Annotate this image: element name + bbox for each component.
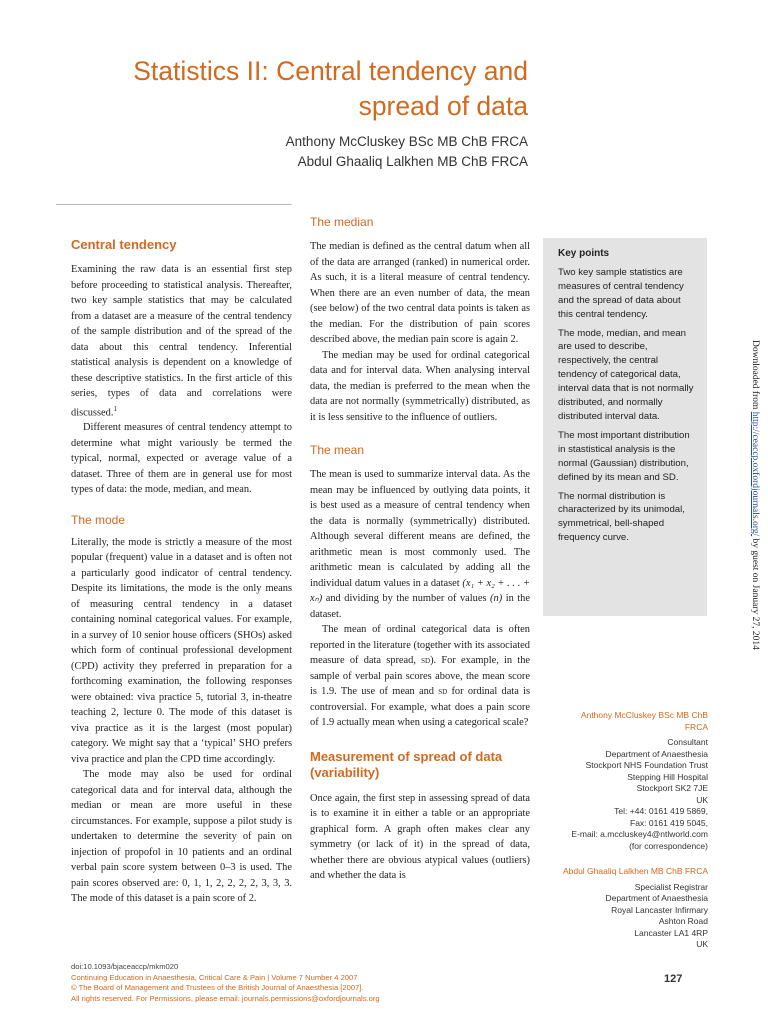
abbr-sd: sd (421, 655, 431, 666)
abbr-sd: sd (438, 686, 448, 697)
paragraph-mean-2: The mean of ordinal categorical data is often reported in the literature (together with its associated measure of data spread, sd). For example, in the sample of verbal pain scores above, the mean score is 1.9. The use of mean and sd for ordinal data is controversial. For example, what does a pain score of 1.9 actually mean when using a categorical scale? (310, 624, 530, 728)
column-middle (310, 214, 530, 884)
divider-rule (56, 204, 292, 205)
key-points-title: Key points (558, 248, 610, 259)
page-footer (71, 962, 491, 1004)
article-title (8, 54, 528, 124)
column-left (71, 237, 292, 907)
heading-mode: The mode (71, 512, 126, 527)
formula-n: (n) (490, 593, 503, 604)
author-list (8, 132, 528, 172)
footer-journal: Continuing Education in Anaesthesia, Critical Care & Pain | Volume 7 Number 4 2007 (71, 972, 358, 982)
key-point-1: Two key sample statistics are measures of central tendency and the spread of data about this central tendency. (558, 266, 684, 320)
affiliation-1 (545, 710, 708, 852)
paragraph-median-2: The median may be used for ordinal categorical data and for interval data. When analysing interval data, the median is preferred to the mean when the data are not normally (symmetrically) distributed, as it is less sensitive to the influence of outliers. (310, 349, 530, 423)
paragraph-median-1: The median is defined as the central datum when all of the data are arranged (ranked) in numerical order. As such, it is a literal measure of central tendency. When there are an even number of data, the mean (see below) of the two central data points is taken as the median. For the distribution of pain scores described above, the median pain score is again 2. (310, 241, 530, 345)
key-point-3: The most important distribution in stastistical analysis is the normal (Gaussian) distribution, defined by its mean and SD. (558, 429, 690, 483)
author-1: Anthony McCluskey BSc MB ChB FRCA (285, 134, 528, 149)
paragraph-mode-1: Literally, the mode is strictly a measure of the most popular (frequent) value in a dataset and is often not a particularly good indicator of central tendency. Despite its limitations, the mode is the only means of measuring central tendency in a dataset containing nominal categorical values. For example, in a survey of 10 senior house officers (SHOs) asked which form of continual professional development (CPD) activity they preferred in preparation for a forthcoming examination, the following responses were obtained: viva practice 5, tutorial 3, in-theatre teaching 2, lecture 0. The mode of this dataset is viva practice as it is the largest (most popular) category. We might say that a ‘typical’ SHO prefers viva practice and plan the CPD time accordingly. (71, 536, 292, 765)
heading-central-tendency: Central tendency (71, 237, 177, 252)
key-point-4: The normal distribution is characterized by its unimodal, symmetrical, bell-shaped frequency curve. (558, 490, 685, 544)
formula-sum: (x₁ + x₂ + . . . + xₙ) (310, 577, 531, 604)
affiliation-details: Consultant Department of Anaesthesia Stockport NHS Foundation Trust Stepping Hill Hospital Stockport SK2 7JE UK Tel: +44: 0161 419 5869, Fax: 0161 419 5045, E-mail: a.mccluskey4@ntlworld.com (for correspondence) (545, 737, 708, 852)
download-notice: Downloaded from http://ceaccp.oxfordjournals.org/ by guest on January 27, 2014 (750, 340, 760, 650)
footer-rights: All rights reserved. For Permissions, please email: journals.permissions@oxfordjournals.org (71, 993, 380, 1003)
key-points-box (543, 238, 707, 616)
key-point-2: The mode, median, and mean are used to describe, respectively, the central tendency of categorical data, interval data that is not normally distributed, and normally distributed interval data. (558, 327, 694, 422)
footer-copyright: © The Board of Management and Trustees of the British Journal of Anaesthesia [2007]. (71, 983, 364, 993)
paragraph-spread: Once again, the first step in assessing spread of data is to examine it in either a table or an appropriate graphical form. A graph often makes clear any symmetry (or lack of it) in the spread of data, whether there are obvious atypical values (outliers) and whether the data is (310, 792, 530, 881)
author-2: Abdul Ghaaliq Lalkhen MB ChB FRCA (297, 154, 528, 169)
heading-median: The median (310, 215, 374, 229)
affiliation-name: Abdul Ghaaliq Lalkhen MB ChB FRCA (562, 866, 708, 876)
footer-doi: doi:10.1093/bjaceaccp/mkm020 (71, 962, 179, 971)
paragraph-measures: Different measures of central tendency attempt to determine what might variously be termed the typical, normal, expected or average value of a dataset. Three of them are in general use for most types of data: the mode, median, and mean. (71, 422, 292, 496)
reference-1: 1 (113, 404, 117, 413)
heading-spread: Measurement of spread of data (variability) (310, 748, 503, 780)
affiliation-name: Anthony McCluskey BSc MB ChB FRCA (580, 710, 708, 732)
affiliation-details: Specialist Registrar Department of Anaesthesia Royal Lancaster Infirmary Ashton Road Lancaster LA1 4RP UK (605, 881, 708, 949)
title-line-1: Statistics II: Central tendency and (133, 56, 528, 86)
title-line-2: spread of data (358, 91, 528, 121)
heading-mean: The mean (310, 443, 365, 457)
paragraph-mode-2: The mode may also be used for ordinal categorical data and for interval data, although the median or mean are more useful in these circumstances. For example, suppose a pilot study is undertaken to determine the severity of pain on injection of propofol in 10 patients and an ordinal verbal pain score system between 0–3 is used. The pain scores observed are: 0, 1, 1, 2, 2, 2, 2, 3, 3, 3. The mode of this dataset is a pain score of 2. (71, 769, 292, 905)
correspondence-email[interactable]: E-mail: a.mccluskey4@ntlworld.com (571, 829, 708, 839)
page-number: 127 (664, 973, 683, 985)
paragraph-intro: Examining the raw data is an essential first step before proceeding to statistical analysis. Thereafter, two key sample statistics that may be calculated from a dataset are a measure of the central tendency of the sample distribution and of the spread of the data about this central tendency. Inferential statistical analysis is dependent on a knowledge of these descriptive statistics. In the first article of this series, types of data and correlations were discussed.$^1$ (71, 264, 292, 418)
journal-link[interactable]: http://ceaccp.oxfordjournals.org/ (750, 411, 760, 537)
affiliation-2 (545, 866, 708, 951)
paragraph-mean-1: The mean is used to summarize interval data. As the mean may be influenced by outlying data points, it is best used as a measure of central tendency when the data is normally (symmetrically) distributed. Although several different means are defined, the arithmetic mean is most commonly used. The arithmetic mean is calculated by adding all the individual datum values in a dataset (x₁ + x₂ + . . . + xₙ) and dividing by the number of values (n) in the dataset. (310, 469, 531, 620)
